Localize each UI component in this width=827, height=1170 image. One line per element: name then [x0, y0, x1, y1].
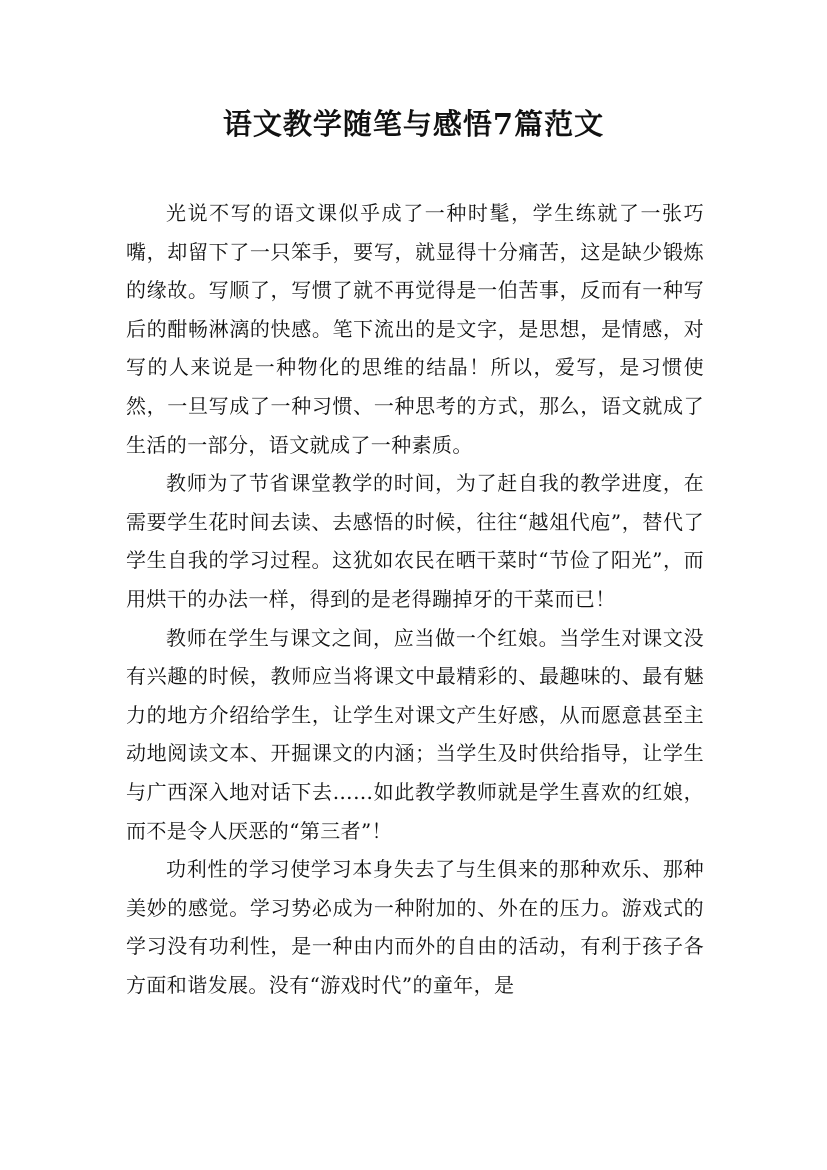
- paragraph-4: 功利性的学习使学习本身失去了与生俱来的那种欢乐、那种美妙的感觉。学习势必成为一种附加的、外在的压力。游戏式的学习没有功利性，是一种由内而外的自由的活动，有利于孩子各方面和谐发展。没有“游戏时代”的童年，是: [126, 857, 704, 997]
- document-body: [126, 194, 704, 1004]
- paragraph-2: 教师为了节省课堂教学的时间，为了赶自我的教学进度，在需要学生花时间去读、去感悟的时候，往往“越俎代庖”，替代了学生自我的学习过程。这犹如农民在晒干菜时“节俭了阳光”，而用烘干的办法一样，得到的是老得蹦掉牙的干菜而已！: [126, 471, 704, 611]
- paragraph-3: 教师在学生与课文之间，应当做一个红娘。当学生对课文没有兴趣的时候，教师应当将课文中最精彩的、最趣味的、最有魅力的地方介绍给学生，让学生对课文产生好感，从而愿意甚至主动地阅读文本、开掘课文的内涵；当学生及时供给指导，让学生与广西深入地对话下去……如此教学教师就是学生喜欢的红娘，而不是令人厌恶的“第三者”！: [126, 625, 704, 843]
- document-title: 语文教学随笔与感悟7篇范文: [222, 107, 605, 141]
- paragraph-1: 光说不写的语文课似乎成了一种时髦，学生练就了一张巧嘴，却留下了一只笨手，要写，就显得十分痛苦，这是缺少锻炼的缘故。写顺了，写惯了就不再觉得是一伯苦事，反而有一种写后的酣畅淋漓的快感。笔下流出的是文字，是思想，是情感，对写的人来说是一种物化的思维的结晶！所以，爱写，是习惯使然，一旦写成了一种习惯、一种思考的方式，那么，语文就成了生活的一部分，语文就成了一种素质。: [126, 201, 704, 457]
